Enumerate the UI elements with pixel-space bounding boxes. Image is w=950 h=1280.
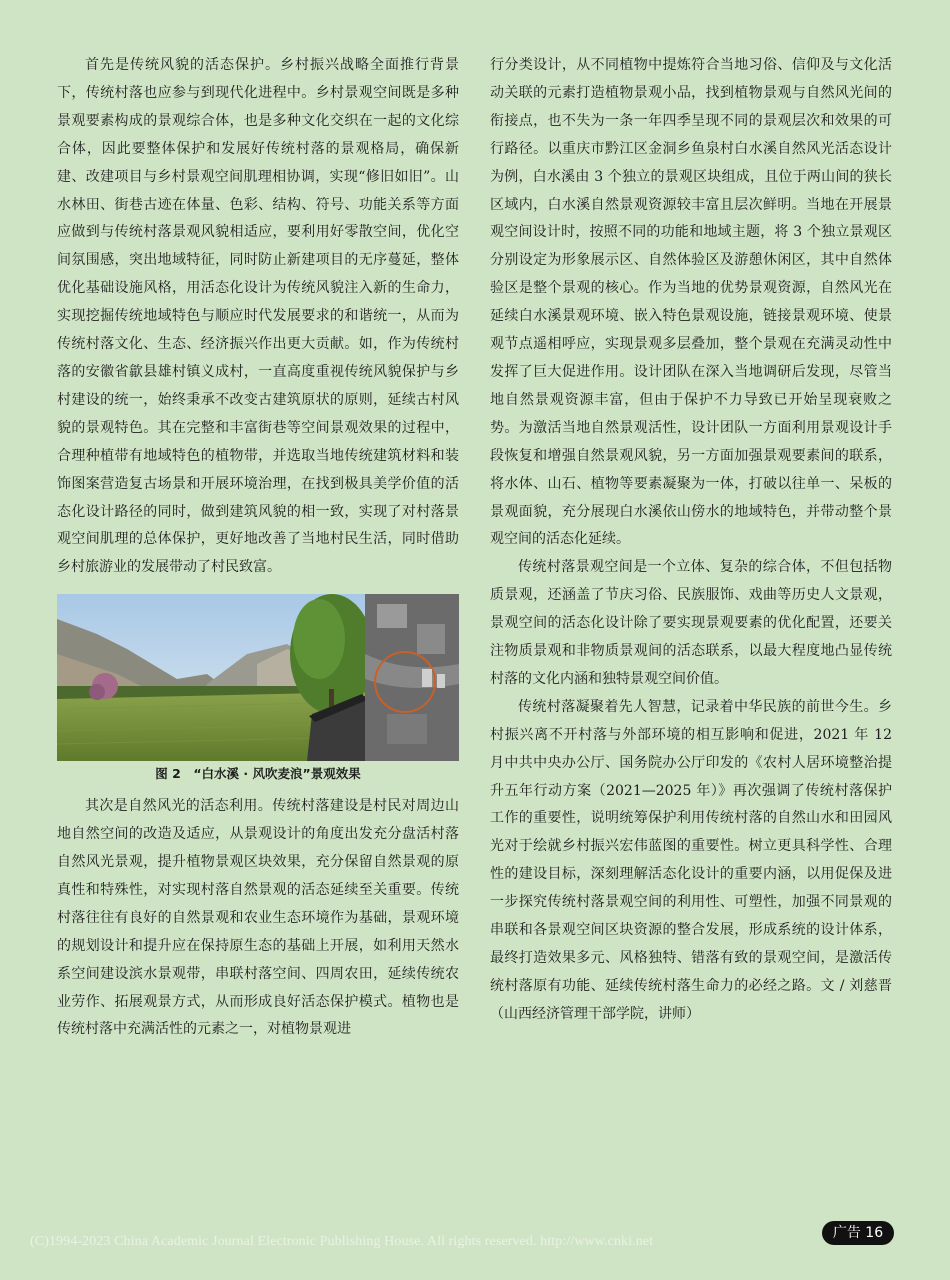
copyright-footer: (C)1994-2023 China Academic Journal Electronic Publishing House. All rights reserved. http://www.cnki.net bbox=[30, 1234, 654, 1249]
paragraph-natural-scenery: 其次是自然风光的活态利用。传统村落建设是村民对周边山地自然空间的改造及适应，从景观设计的角度出发充分盘活村落自然风光景观，提升植物景观区块效果，充分保留自然景观的原真性和特殊性，对实现村落自然景观的活态延续至关重要。传统村落往往有良好的自然景观和农业生态环境作为基础，景观环境的规划设计和提升应在保持原生态的基础上开展，如利用天然水系空间建设滨水景观带，串联村落空间、四周农田，延续传统农业劳作、拓展观景方式，从而形成良好活态保护模式。植物也是传统村落中充满活性的元素之一，对植物景观进 bbox=[57, 798, 459, 1038]
landscape-rendering-image bbox=[57, 594, 459, 761]
figure-caption: 图 2 “白水溪 · 风吹麦浪”景观效果 bbox=[155, 766, 361, 782]
left-column bbox=[57, 52, 459, 1044]
paragraph-landscape-space: 传统村落景观空间是一个立体、复杂的综合体，不但包括物质景观，还涵盖了节庆习俗、民族服饰、戏曲等历史人文景观，景观空间的活态化设计除了要实现景观要素的优化配置，还要关注物质景观和非物质景观间的活态联系，以最大程度地凸显传统村落的文化内涵和独特景观空间价值。 bbox=[490, 559, 892, 687]
paragraph-traditional-style: 首先是传统风貌的活态保护。乡村振兴战略全面推行背景下，传统村落也应参与到现代化进程中。乡村景观空间既是多种景观要素构成的景观综合体，也是多种文化交织在一起的文化综合体，因此要整体保护和发展好传统村落的景观格局，确保新建、改建项目与乡村景观空间肌理相协调，实现“修旧如旧”。山水林田、街巷古迹在体量、色彩、结构、符号、功能关系等方面应做到与传统村落景观风貌相适应，要利用好零散空间，优化空间氛围感，突出地域特征，同时防止新建项目的无序蔓延，整体优化基础设施风格，用活态化设计为传统风貌注入新的生命力，实现挖掘传统地域特色与顺应时代发展要求的和谐统一，从而为传统村落文化、生态、经济振兴作出更大贡献。如，作为传统村落的安徽省歙县雄村镇义成村，一直高度重视传统风貌保护与乡村建设的统一，始终秉承不改变古建筑原状的原则，延续古村风貌的景观特色。其在完整和丰富街巷等空间景观效果的过程中，合理种植带有地域特色的植物带，并选取当地传统建筑材料和装饰图案营造复古场景和开展环境治理，在找到极具美学价值的活态化设计路径的同时，做到建筑风貌的相一致，实现了对村落景观空间肌理的总体保护，更好地改善了当地村民生活，同时借助乡村旅游业的发展带动了村民致富。 bbox=[57, 57, 459, 576]
paragraph-natural-scenery-continued: 行分类设计，从不同植物中提炼符合当地习俗、信仰及与文化活动关联的元素打造植物景观小品，找到植物景观与自然风光间的衔接点，也不失为一条一年四季呈现不同的景观层次和效果的可行路径。以重庆市黔江区金洞乡鱼泉村白水溪自然风光活态设计为例，白水溪由 3 个独立的景观区块组成，且位于两山间的狭长区域内，白水溪自然景观资源较丰富且层次鲜明。当地在开展景观空间设计时，按照不同的功能和地域主题，将 3 个独立景观区分别设定为形象展示区、自然体验区及游憩休闲区，其中自然体验区是整个景观的核心。作为当地的优势景观资源，自然风光在延续白水溪景观环境、嵌入特色景观设施，链接景观环境、使景观节点遥相呼应，实现景观多层叠加，整个景观在充满灵动性中发挥了巨大促进作用。设计团队在深入当地调研后发现，尽管当地自然景观资源丰富，但由于保护不力导致已开始呈现衰败之势。为激活当地自然景观活性，设计团队一方面利用景观设计手段恢复和增强自然景观风貌，另一方面加强景观要素间的联系，将水体、山石、植物等要素凝聚为一体，打破以往单一、呆板的景观面貌，充分展现白水溪依山傍水的地域特色，并带动整个景观空间的活态化延续。 bbox=[490, 57, 892, 548]
page-number-badge: 广告 16 bbox=[822, 1221, 894, 1245]
figure-2 bbox=[57, 594, 459, 785]
right-column bbox=[490, 52, 892, 1029]
paragraph-conclusion: 传统村落凝聚着先人智慧，记录着中华民族的前世今生。乡村振兴离不开村落与外部环境的相互影响和促进，2021 年 12 月中共中央办公厅、国务院办公厅印发的《农村人居环境整治提升五年行动方案（2021—2025 年）》再次强调了传统村落保护工作的重要性，说明统筹保护利用传统村落的自然山水和田园风光对于绘就乡村振兴宏伟蓝图的重要性。树立更具科学性、合理性的建设目标，深刻理解活态化设计的重要内涵，以用促保及进一步探究传统村落景观空间的利用性、可塑性，加强不同景观的串联和各景观空间区块资源的整合发展，形成系统的设计体系，最终打造效果多元、风格独特、错落有致的景观空间，是激活传统村落原有功能、延续传统村落生命力的必经之路。文 / 刘慈晋（山西经济管理干部学院，讲师） bbox=[490, 698, 892, 1022]
